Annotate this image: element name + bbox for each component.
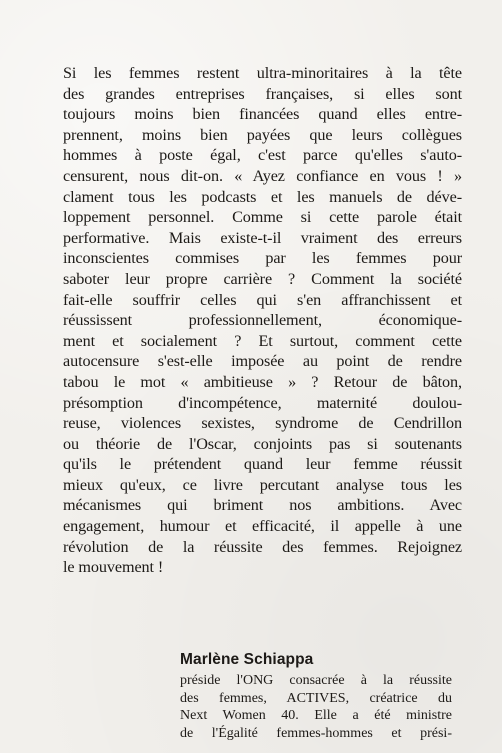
blurb-line: performative. Mais existe-t-il vraiment des erreurs <box>63 228 462 247</box>
author-description-line: des femmes, ACTIVES, créatrice du <box>180 690 452 706</box>
blurb-line: tabou le mot « ambitieuse » ? Retour de bâton, <box>63 372 462 391</box>
blurb-line: le mouvement ! <box>63 558 164 577</box>
blurb-line: reuse, violences sexistes, syndrome de Cendrillon <box>63 414 462 433</box>
blurb-line: révolution de la réussite des femmes. Rejoignez <box>63 537 462 556</box>
blurb-line: réussissent professionnellement, économique- <box>63 311 462 330</box>
blurb-line: loppement personnel. Comme si cette parole était <box>63 208 462 227</box>
author-description <box>180 672 452 742</box>
author-name: Marlène Schiappa <box>180 651 314 668</box>
back-cover-blurb <box>63 63 462 578</box>
blurb-line: Si les femmes restent ultra-minoritaires à la tête <box>63 64 462 82</box>
blurb-line: mieux qu'eux, ce livre percutant analyse tous les <box>63 475 462 494</box>
blurb-line: fait-elle souffrir celles qui s'en affranchissent et <box>63 290 462 309</box>
blurb-line: présomption d'incompétence, maternité doulou- <box>63 393 462 412</box>
blurb-line: censurent, nous dit-on. « Ayez confiance en vous ! » <box>63 166 462 185</box>
blurb-line: hommes à poste égal, c'est parce qu'elles s'auto- <box>63 146 462 165</box>
blurb-line: des grandes entreprises françaises, si elles sont <box>63 84 462 103</box>
blurb-line: prennent, moins bien payées que leurs collègues <box>63 125 462 144</box>
blurb-line: saboter leur propre carrière ? Comment la société <box>63 269 462 288</box>
blurb-line: autocensure s'est-elle imposée au point de rendre <box>63 352 462 371</box>
blurb-line: qu'ils le prétendent quand leur femme réussit <box>63 455 462 474</box>
author-description-line: Next Women 40. Elle a été ministre <box>180 708 452 723</box>
blurb-line: clament tous les podcasts et les manuels de déve- <box>63 187 462 206</box>
blurb-line: inconscientes commises par les femmes pour <box>63 249 462 268</box>
author-description-line: de l'Égalité femmes-hommes et prési- <box>180 725 452 741</box>
blurb-line: ment et socialement ? Et surtout, comment cette <box>63 331 462 350</box>
blurb-line: mécanismes qui briment nos ambitions. Avec <box>63 496 462 515</box>
author-bio <box>180 650 452 742</box>
blurb-line: engagement, humour et efficacité, il appelle à une <box>63 517 462 536</box>
blurb-line: toujours moins bien financées quand elles entre- <box>63 105 462 124</box>
author-description-line: préside l'ONG consacrée à la réussite <box>180 673 452 688</box>
blurb-line: ou théorie de l'Oscar, conjoints pas si soutenants <box>63 434 462 453</box>
